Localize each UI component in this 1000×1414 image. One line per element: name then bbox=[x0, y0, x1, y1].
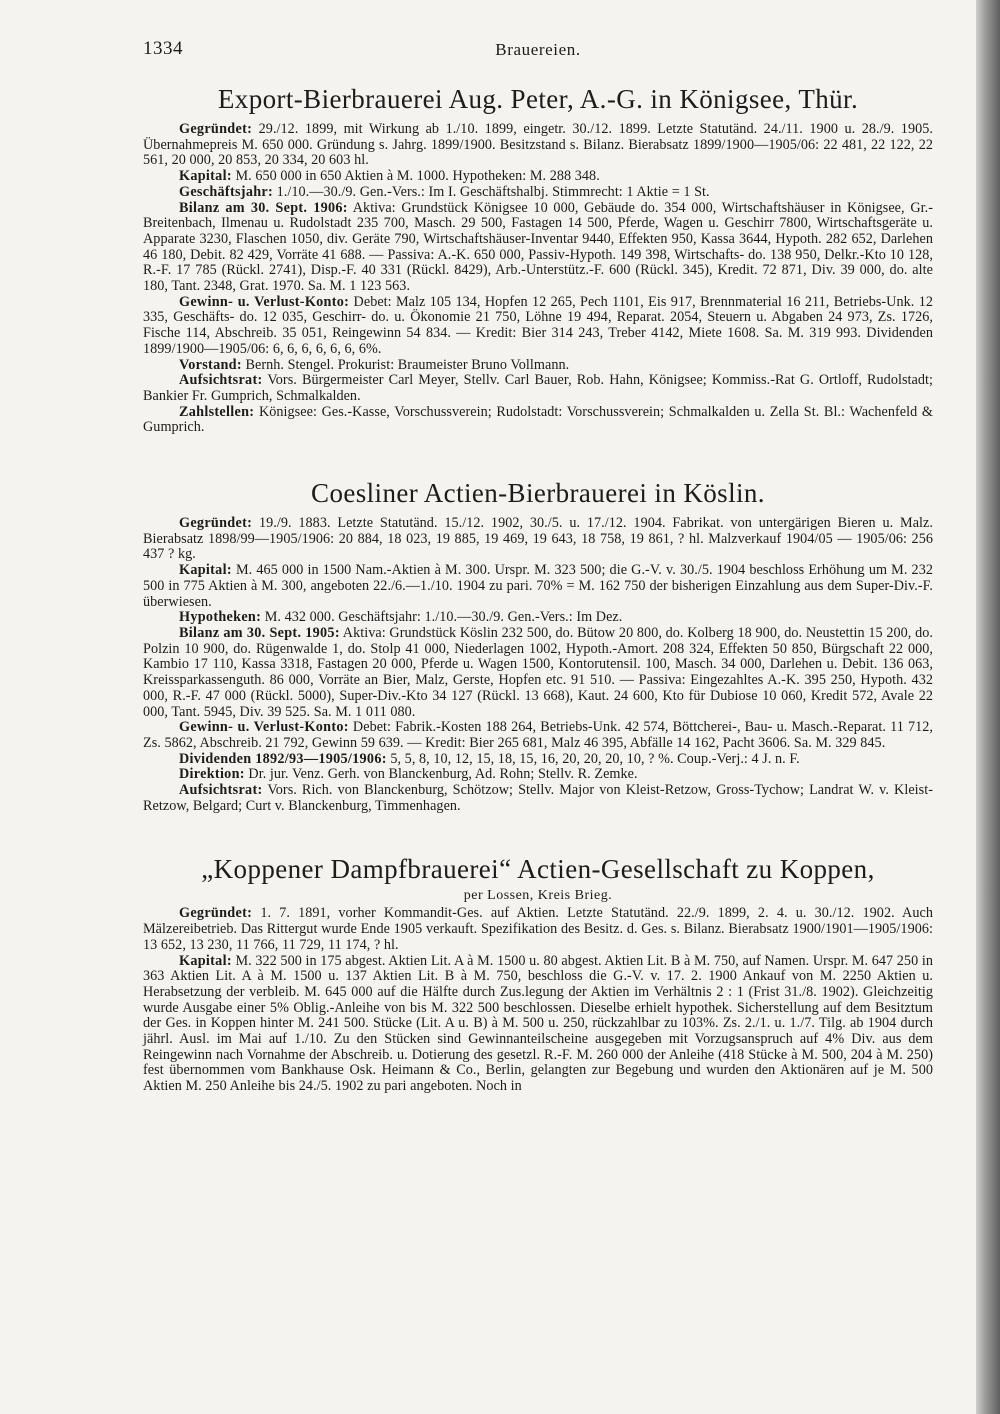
section-text: 19./9. 1883. Letzte Statutänd. 15./12. 1902, 30./5. u. 17./12. 1904. Fabrikat. von untergärigen Bieren u. Malz. Bierabsatz 1898/99—1905/1906: 20 884, 18 023, 19 885, 19 469, 19 643, 18 758, 19 861, ? hl. Malzverkauf 1904/05 — 1905/06: 256 437 ? kg. bbox=[143, 515, 933, 563]
entry-subtitle: per Lossen, Kreis Brieg. bbox=[463, 888, 613, 904]
running-title: Brauereien. bbox=[495, 40, 581, 59]
section-text: 5, 5, 8, 10, 12, 15, 18, 15, 16, 20, 20, 20, 10, ? %. Coup.-Verj.: 4 J. n. F. bbox=[390, 750, 800, 767]
section-aufsichtsrat bbox=[143, 373, 933, 404]
entry-separator bbox=[143, 814, 933, 852]
entry-title: „Koppener Dampfbrauerei“ Actien-Gesellschaft zu Koppen, bbox=[201, 854, 875, 885]
section-label: Gewinn- u. Verlust-Konto: bbox=[179, 719, 349, 736]
section-text: 1./10.—30./9. Gen.-Vers.: Im I. Geschäftshalbj. Stimmrecht: 1 Aktie = 1 St. bbox=[276, 183, 710, 200]
section-text: 1. 7. 1891, vorher Kommandit-Ges. auf Aktien. Letzte Statutänd. 22./9. 1899, 2. 4. u. 30./12. 1902. Auch Mälzereibetrieb. Das Rittergut wurde Ende 1905 verkauft. Spezifikation des Besitz. d. Ges. s. Bilanz. Bierabsatz 1900/1901—1905/1906: 13 652, 13 230, 11 766, 11 729, 11 174, ? hl. bbox=[143, 905, 933, 953]
section-text: M. 650 000 in 650 Aktien à M. 1000. Hypotheken: M. 288 348. bbox=[235, 168, 600, 185]
section-label: Vorstand: bbox=[179, 356, 242, 373]
section-label: Geschäftsjahr: bbox=[179, 183, 274, 200]
section-text: Königsee: Ges.-Kasse, Vorschussverein; Rudolstadt: Vorschussverein; Schmalkalden u. Zella St. Bl.: Wachenfeld & Gumprich. bbox=[143, 403, 933, 436]
section-gewinn-verlust bbox=[143, 295, 933, 358]
entry-separator bbox=[143, 436, 933, 476]
section-label: Kapital: bbox=[179, 562, 232, 579]
section-direktion bbox=[143, 767, 933, 783]
section-text: Bernh. Stengel. Prokurist: Braumeister Bruno Vollmann. bbox=[245, 356, 570, 373]
section-text: M. 465 000 in 1500 Nam.-Aktien à M. 300. Urspr. M. 323 500; die G.-V. v. 30./5. 1904 beschloss Erhöhung um M. 232 500 in 775 Aktien à M. 300, angeboten 22./6.—1./10. 1904 zu pari. 70% = M. 162 750 der bisherigen Einzahlung aus dem Super-Div.-F. überwiesen. bbox=[143, 562, 933, 610]
section-aufsichtsrat bbox=[143, 783, 933, 814]
section-geschaeftsjahr bbox=[143, 185, 933, 201]
section-label: Zahlstellen: bbox=[179, 403, 255, 420]
section-text: Aktiva: Grundstück Königsee 10 000, Gebäude do. 354 000, Wirtschaftshäuser in Königsee, Gr.-Breitenbach, Ilmenau u. Rudolstadt 235 700, Masch. 29 500, Fastagen 14 500, Pferde, Wagen u. Geschirr 7800, Wirtschaftsgeräte u. Apparate 3230, Flaschen 1050, div. Geräte 790, Wirtschaftshäuser-Inventar 9440, Effekten 950, Kassa 3644, Hypoth. 282 652, Darlehen 46 180, Debit. 82 429, Vorräte 41 688. — Passiva: A.-K. 650 000, Passiv-Hypoth. 149 398, Wirtschafts- do. 138 950, Delkr.-Kto 10 128, R.-F. 17 785 (Rückl. 2741), Disp.-F. 40 331 (Rückl. 8429), Arb.-Unterstütz.-F. 600 (Rückl. 345), Kredit. 72 871, Div. 39 000, do. alte 180, Tant. 2348, Grat. 1970. Sa. M. 1 123 563. bbox=[143, 199, 933, 295]
section-gewinn-verlust bbox=[143, 720, 933, 751]
section-label: Dividenden 1892/93—1905/1906: bbox=[179, 750, 387, 767]
section-kapital bbox=[143, 563, 933, 610]
section-text: 29./12. 1899, mit Wirkung ab 1./10. 1899, eingetr. 30./12. 1899. Letzte Statutänd. 24./11. 1900 u. 28./9. 1905. Übernahmepreis M. 650 000. Gründung s. Jahrg. 1899/1900. Besitzstand s. Bilanz. Bierabsatz 1899/1900—1905/06: 22 481, 22 122, 22 561, 20 000, 20 853, 20 334, 20 603 hl. bbox=[143, 121, 933, 169]
entry-title: Coesliner Actien-Bierbrauerei in Köslin. bbox=[311, 478, 765, 509]
section-label: Kapital: bbox=[179, 952, 232, 969]
section-gegruendet bbox=[143, 906, 933, 953]
entry-title: Export-Bierbrauerei Aug. Peter, A.-G. in Königsee, Thür. bbox=[217, 84, 859, 114]
page-number: 1334 bbox=[143, 38, 183, 59]
section-kapital bbox=[143, 169, 933, 185]
section-bilanz bbox=[143, 626, 933, 720]
section-gegruendet bbox=[143, 516, 933, 563]
section-kapital bbox=[143, 954, 933, 1095]
section-text: Debet: Fabrik.-Kosten 188 264, Betriebs-Unk. 42 574, Böttcherei-, Bau- u. Masch.-Reparat. 11 712, Zs. 5862, Abschreib. 21 792, Gewinn 59 639. — Kredit: Bier 265 681, Malz 46 395, Abfälle 14 162, Pacht 3606. Sa. M. 329 845. bbox=[143, 719, 934, 751]
section-label: Gewinn- u. Verlust-Konto: bbox=[179, 293, 350, 310]
section-text: M. 322 500 in 175 abgest. Aktien Lit. A à M. 1500 u. 80 abgest. Aktien Lit. B à M. 750, auf Namen. Urspr. M. 647 250 in 363 Aktien Lit. A à M. 1500 u. 137 Aktien Lit. B à M. 750, beschloss die G.-V. v. 17. 2. 1900 Ankauf von M. 2250 Aktien u. Herabsetzung der verbleib. M. 645 000 auf die Hälfte durch Zus.legung der Aktien im Verhältnis 2 : 1 (Frist 31./8. 1902). Gleichzeitig wurde Ausgabe einer 5% Oblig.-Anleihe von bis M. 322 500 beschlossen. Dieselbe erhielt hypothek. Sicherstellung auf dem Besitztum der Ges. in Koppen hinter M. 241 500. Stücke (Lit. A u. B) à M. 500 u. 250, rückzahlbar zu 103%. Zs. 2./1. u. 1./7. Tilg. ab 1904 durch jährl. Ausl. im Mai auf 1./10. Zu den Stücken sind Gewinnanteilscheine ausgegeben mit Vorzugsanspruch auf 4% Div. aus dem Reingewinn nach Vornahme der Abschreib. u. Dotierung des gesetzl. R.-F. M. 260 000 der Anleihe (418 Stücke à M. 500, 204 à M. 250) fest übernommen vom Bankhause Osk. Heimann & Co., Berlin, gelangten zur Begebung und wurden den Aktionären auf je M. 500 Aktien M. 250 Anleihe bis 24./5. 1902 zu pari angeboten. Noch in bbox=[143, 952, 933, 1095]
section-label: Bilanz am 30. Sept. 1906: bbox=[179, 199, 348, 216]
section-label: Gegründet: bbox=[179, 515, 253, 532]
section-dividenden bbox=[143, 752, 933, 768]
section-hypotheken bbox=[143, 610, 933, 626]
section-text: Aktiva: Grundstück Köslin 232 500, do. Bütow 20 800, do. Kolberg 18 900, do. Neustettin 15 200, do. Polzin 10 900, do. Rügenwalde 1, do. Stolp 41 000, Niederlagen 1002, Hypoth.-Amort. 208 324, Effekten 50 850, Bürgschaft 22 000, Kambio 17 110, Kassa 3318, Fastagen 20 000, Pferde u. Wagen 1500, Kontorutensil. 100, Masch. 34 000, Darlehen u. Debit. 136 063, Kreissparkassenguth. 86 000, Vorräte an Bier, Malz, Gerste, Hopfen etc. 91 510. — Passiva: Eingezahltes A.-K. 395 250, Hypoth. 432 000, R.-F. 47 000 (Rückl. 5000), Super-Div.-Kto 34 127 (Rückl. 13 668), Kaut. 24 600, Kto für Dubiose 10 060, Kredit 572, Avale 22 000, Tant. 5945, Div. 39 525. Sa. M. 1 011 080. bbox=[143, 624, 933, 720]
section-text: M. 432 000. Geschäftsjahr: 1./10.—30./9. Gen.-Vers.: Im Dez. bbox=[264, 609, 623, 626]
section-label: Kapital: bbox=[179, 168, 232, 185]
running-head bbox=[143, 38, 933, 64]
section-label: Aufsichtsrat: bbox=[179, 372, 263, 389]
section-text: Debet: Malz 105 134, Hopfen 12 265, Pech 1101, Eis 917, Brennmaterial 16 211, Betriebs-Unk. 12 335, Geschäfts- do. 12 035, Geschirr- do. u. Ökonomie 21 750, Löhne 19 494, Reparat. 2054, Steuern u. Abgaben 24 973, Zs. 1726, Fische 114, Abschreib. 35 051, Reingewinn 54 834. — Kredit: Bier 314 243, Treber 4142, Miete 1608. Sa. M. 319 993. Dividenden 1899/1900—1905/06: 6, 6, 6, 6, 6, 6, 6%. bbox=[143, 293, 933, 357]
section-label: Gegründet: bbox=[179, 905, 253, 922]
section-zahlstellen bbox=[143, 405, 933, 436]
section-label: Hypotheken: bbox=[179, 609, 262, 626]
section-label: Bilanz am 30. Sept. 1905: bbox=[179, 624, 340, 641]
page-content bbox=[143, 82, 933, 1095]
section-text: Dr. jur. Venz. Gerh. von Blanckenburg, Ad. Rohn; Stellv. R. Zemke. bbox=[248, 766, 638, 783]
section-vorstand bbox=[143, 358, 933, 374]
section-gegruendet bbox=[143, 122, 933, 169]
section-text: Vors. Bürgermeister Carl Meyer, Stellv. Carl Bauer, Rob. Hahn, Königsee; Kommiss.-Rat G. Ortloff, Rudolstadt; Bankier Fr. Gumprich, Schmalkalden. bbox=[143, 372, 933, 404]
section-label: Direktion: bbox=[179, 766, 245, 783]
section-label: Gegründet: bbox=[179, 121, 253, 137]
company-entry-koppener bbox=[143, 852, 933, 1094]
section-label: Aufsichtsrat: bbox=[179, 782, 263, 799]
section-text: Vors. Rich. von Blanckenburg, Schötzow; Stellv. Major von Kleist-Retzow, Gross-Tychow; Landrat W. v. Kleist-Retzow, Belgard; Curt v. Blanckenburg, Timmenhagen. bbox=[143, 782, 933, 814]
page-edge-shadow bbox=[976, 0, 1000, 1414]
company-entry-coesliner bbox=[143, 476, 933, 814]
company-entry-export-bierbrauerei bbox=[143, 82, 933, 436]
section-bilanz bbox=[143, 201, 933, 295]
